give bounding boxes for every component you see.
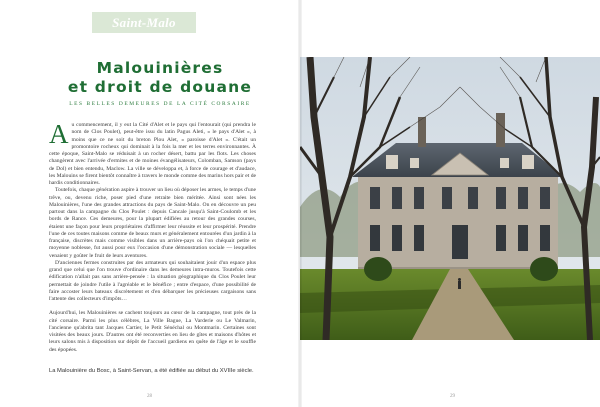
- article-body: [49, 119, 256, 354]
- page-subtitle: LES BELLES DEMEURES DE LA CITÉ CORSAIRE: [69, 101, 251, 107]
- page-number-left: 28: [147, 394, 152, 399]
- malouiniere-photo: [300, 57, 600, 340]
- page-title-line-1: Malouinières: [96, 59, 224, 77]
- section-tab-label: Saint-Malo: [112, 14, 176, 30]
- section-tab: [92, 12, 196, 33]
- photo-caption: La Malouinière du Bosc, à Saint-Servan, a été édifiée au début du XVIIIe siècle.: [49, 368, 254, 374]
- drop-cap: A: [49, 119, 69, 149]
- paragraph-3: D'anciennes fermes construites par des armateurs qui souhaitaient jouir d'un espace plus grand que celui que l'on trouve d'ordinaire dans les demeures intra-muros. Toutefois cette édification n'allait pas sans arrière-pensée : la situation géographique du Clos Poulet leur permettait de joindre l'utile à l'agréable et le bénéfice ; entre d'espace, d'une possibilité de faire accoster leurs bateaux discrètement et d'en débarquer les précieuses cargaisons sans l'attente des collecteurs d'impôts…: [49, 259, 256, 302]
- paragraph-1: [49, 119, 256, 187]
- chateau-illustration: [300, 57, 600, 340]
- page-number-right: 29: [450, 394, 455, 399]
- paragraph-4: Aujourd'hui, les Malouinières se cachent toujours au cœur de la campagne, tout près de la cité corsaire. Parmi les plus célèbres, La Ville Bague, La Varderie ou Le Valmarin, l'ancienne qu'abrita tant Jacques Cartier, le Petit Sénéchal ou Montmarin. Certaines sont visitées des beaux jours. D'autres ont été reconverties en lieu de gîtes et maisons d'hôtes et leurs salons mis à disposition sur dépôt de l'accueil gardiens en quête de l'âge et le souffle des épopées.: [49, 310, 256, 353]
- paragraph-1-text: u commencement, il y eut la Cité d'Alet et le pays qui l'entourait (qui prendra le nom de Clos Poulet), peut-être issu du latin Pagus Aleti, « le pays d'Alet », à moins que ce ne soit du breton Plou Alet, « paroisse d'Alet ». C'était un promontoire rocheux qui dominait à la fois la mer et les terres environnantes. À cette époque, Saint-Malo se réduisait à un rocher désert, battu par les flots. Les choses changèrent avec l'arrivée d'ermites et de moines évangélisateurs, Colomban, Samson (pays de Dol) et bien entendu, Maclow. La ville se développa et, à force de courage et d'audace, les Malouins se firent bientôt connaître à travers le monde comme des marins hors pair et de hardis conditionnaires.: [49, 122, 256, 186]
- gutter: [298, 0, 302, 407]
- page-title-line-2: et droit de douane: [67, 78, 253, 96]
- paragraph-2: Toutefois, chaque génération aspire à trouver un lieu où déposer les armes, le temps d'une trêve, ou, devenu riche, poser pied d'une retraite bien méritée. Ainsi sont nées les Malouinières, l'une des grandes attractions du pays de Saint-Malo. On en découvre un peu partout dans la campagne du Clos Poulet : depuis Cancale jusqu'à Saint-Coulomb et les bords de Rance. Ces demeures, pour la plupart édifiées au retour des grandes courses, étaient une façon pour leurs propriétaires d'affirmer leur réussite et leur prospérité. Prendre l'une de ces toutes maisons comme de beaux murs et généralement entourées d'un jardin à la française, discrètes mais comme visibles dans un arrière-pays où l'on chéquait petite et moyenne noblesse, fut aussi pour eux l'occasion d'une démonstration sociale — lesquelles venaient y goûter le fruit de leurs aventures.: [49, 187, 256, 259]
